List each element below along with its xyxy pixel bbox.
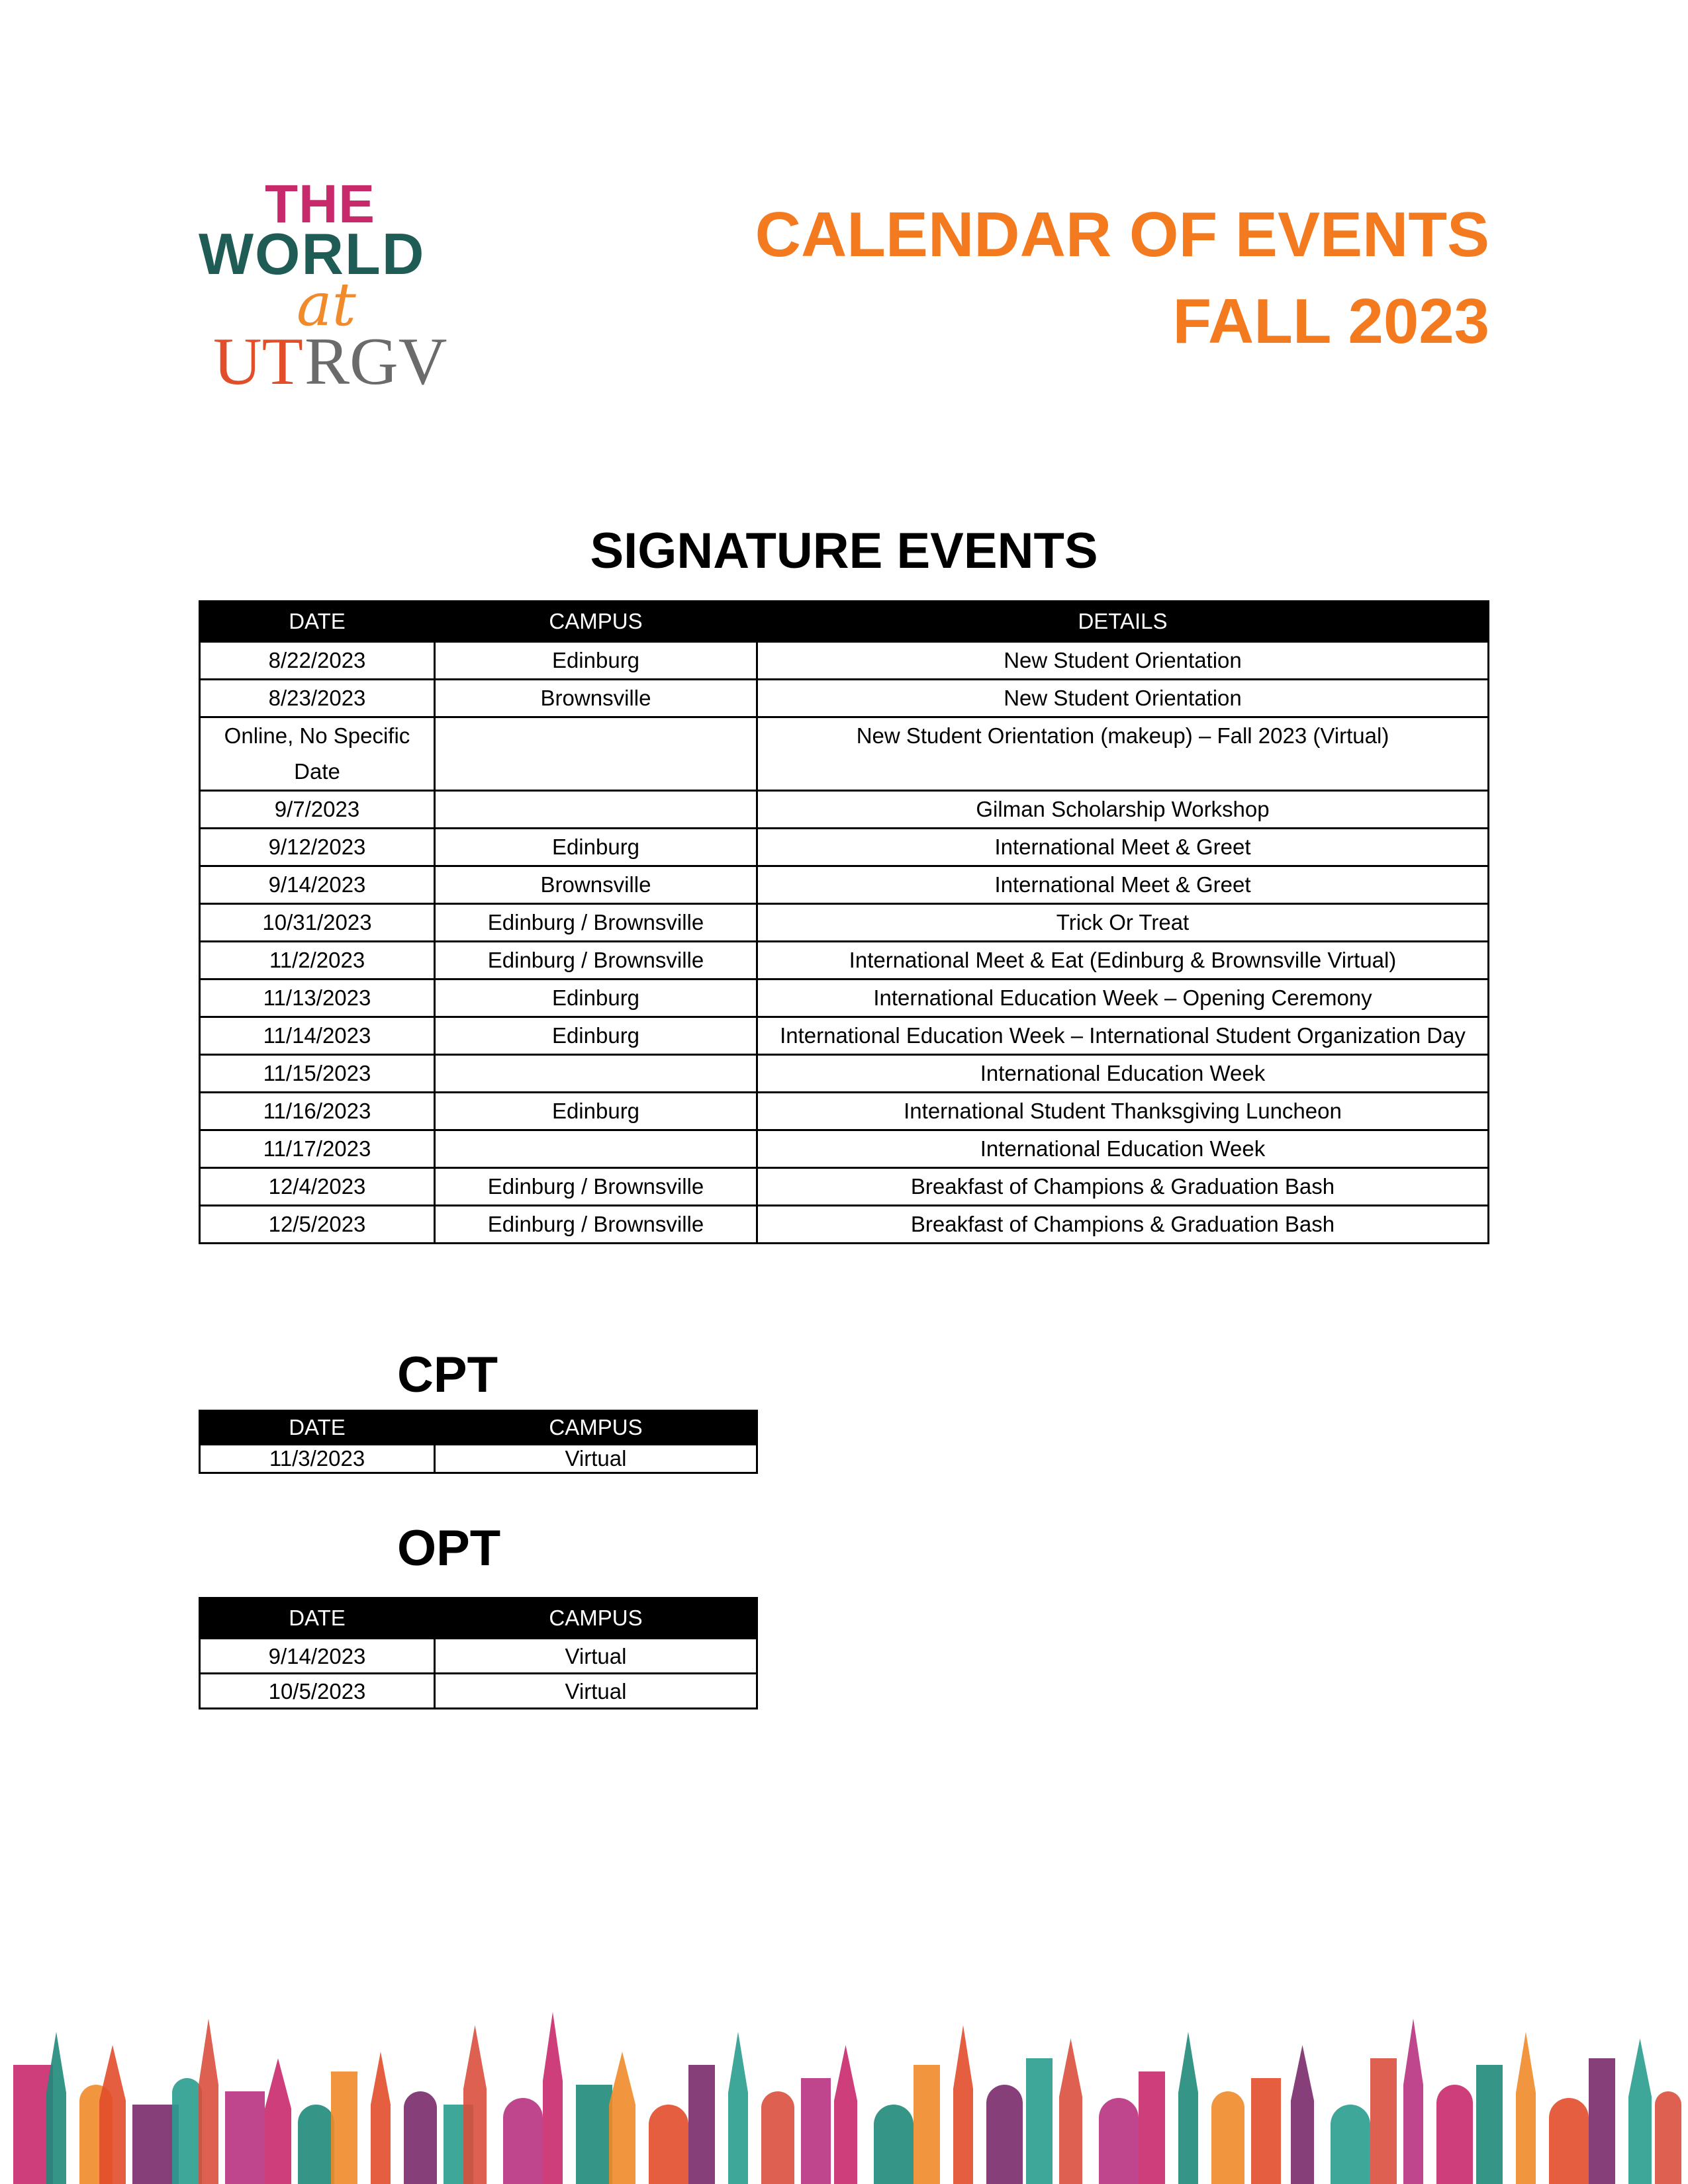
skyline-building <box>1178 2032 1198 2184</box>
table-row <box>200 1674 757 1709</box>
table-header-row <box>200 602 1489 642</box>
column-header-details: DETAILS <box>757 602 1489 642</box>
table-row <box>200 1130 1489 1168</box>
cell-date: 11/15/2023 <box>200 1055 435 1093</box>
signature-events-table <box>199 600 1489 1244</box>
cell-date: 10/5/2023 <box>200 1674 435 1709</box>
cell-details: Trick Or Treat <box>757 904 1489 942</box>
cell-date: 8/23/2023 <box>200 680 435 717</box>
cell-details: Breakfast of Champions & Graduation Bash <box>757 1168 1489 1206</box>
cell-campus <box>435 1130 757 1168</box>
skyline-building <box>1403 2019 1423 2184</box>
cpt-heading: CPT <box>397 1347 498 1403</box>
cell-details: International Education Week – International Student Organization Day <box>757 1017 1489 1055</box>
cell-date: 12/5/2023 <box>200 1206 435 1244</box>
column-header-date: DATE <box>200 1598 435 1639</box>
cell-date: 11/16/2023 <box>200 1093 435 1130</box>
cell-date: 9/7/2023 <box>200 791 435 829</box>
table-row <box>200 642 1489 680</box>
cell-details: New Student Orientation <box>757 680 1489 717</box>
table-row <box>200 1639 757 1674</box>
cell-campus: Edinburg / Brownsville <box>435 904 757 942</box>
cell-details: Gilman Scholarship Workshop <box>757 791 1489 829</box>
skyline-building <box>265 2058 291 2184</box>
skyline-building <box>1026 2058 1053 2184</box>
skyline-building <box>404 2091 437 2184</box>
cell-date: 11/14/2023 <box>200 1017 435 1055</box>
skyline-building <box>761 2091 794 2184</box>
cell-details: International Meet & Eat (Edinburg & Brownsville Virtual) <box>757 942 1489 979</box>
skyline-building <box>1628 2038 1652 2184</box>
skyline-building <box>953 2025 973 2184</box>
skyline-building <box>1331 2105 1370 2184</box>
table-row <box>200 1055 1489 1093</box>
table-header-row <box>200 1598 757 1639</box>
cell-date: 11/17/2023 <box>200 1130 435 1168</box>
skyline-building <box>914 2065 940 2184</box>
skyline-building <box>463 2025 487 2184</box>
skyline-building <box>1099 2098 1139 2184</box>
cell-campus: Edinburg <box>435 1017 757 1055</box>
logo-text-world: WORLD <box>199 221 426 287</box>
cell-campus <box>435 1055 757 1093</box>
skyline-building <box>99 2045 126 2184</box>
skyline-building <box>225 2091 265 2184</box>
skyline-building <box>1655 2091 1681 2184</box>
cell-details: International Education Week <box>757 1130 1489 1168</box>
skyline-building <box>132 2105 179 2184</box>
skyline-building <box>199 2019 218 2184</box>
table-header-row <box>200 1411 757 1445</box>
table-row <box>200 866 1489 904</box>
skyline-building <box>543 2012 563 2184</box>
cell-campus: Virtual <box>435 1674 757 1709</box>
column-header-campus: CAMPUS <box>435 1411 757 1445</box>
cell-campus: Edinburg / Brownsville <box>435 942 757 979</box>
skyline-building <box>1589 2058 1615 2184</box>
cell-date: 12/4/2023 <box>200 1168 435 1206</box>
logo-text-rgv: RGV <box>305 324 447 399</box>
table-row <box>200 979 1489 1017</box>
table-row <box>200 1093 1489 1130</box>
skyline-building <box>874 2105 914 2184</box>
logo-text-the: THE <box>265 174 375 234</box>
cpt-table <box>199 1410 758 1474</box>
skyline-building <box>1549 2098 1589 2184</box>
cell-campus: Brownsville <box>435 866 757 904</box>
skyline-building <box>1291 2045 1314 2184</box>
table-row <box>200 1445 757 1473</box>
cell-campus: Brownsville <box>435 680 757 717</box>
skyline-building <box>649 2105 688 2184</box>
title-line-1: CALENDAR OF EVENTS <box>755 199 1489 270</box>
signature-events-heading: SIGNATURE EVENTS <box>590 523 1098 579</box>
cell-campus: Edinburg <box>435 979 757 1017</box>
column-header-campus: CAMPUS <box>435 602 757 642</box>
table-row <box>200 829 1489 866</box>
cell-campus: Edinburg / Brownsville <box>435 1206 757 1244</box>
skyline-building <box>688 2065 715 2184</box>
skyline-building <box>1436 2085 1473 2184</box>
skyline-building <box>371 2052 391 2184</box>
cell-details: International Education Week <box>757 1055 1489 1093</box>
column-header-date: DATE <box>200 1411 435 1445</box>
skyline-building <box>576 2085 612 2184</box>
skyline-building <box>834 2045 857 2184</box>
utrgv-logo <box>199 174 457 402</box>
cell-date: 9/14/2023 <box>200 1639 435 1674</box>
skyline-decoration <box>0 2005 1688 2184</box>
cell-date: 9/12/2023 <box>200 829 435 866</box>
skyline-building <box>46 2032 66 2184</box>
column-header-date: DATE <box>200 602 435 642</box>
cell-date: 8/22/2023 <box>200 642 435 680</box>
cell-date: Online, No Specific Date <box>200 717 435 791</box>
skyline-building <box>1059 2038 1082 2184</box>
cell-campus: Virtual <box>435 1639 757 1674</box>
skyline-building <box>728 2032 748 2184</box>
skyline-building <box>1516 2032 1536 2184</box>
skyline-building <box>1211 2091 1244 2184</box>
cell-campus <box>435 791 757 829</box>
skyline-building <box>609 2052 635 2184</box>
skyline-building <box>1370 2058 1397 2184</box>
cell-details: New Student Orientation (makeup) – Fall 2023 (Virtual) <box>757 717 1489 791</box>
cell-details: International Meet & Greet <box>757 829 1489 866</box>
skyline-building <box>801 2078 831 2184</box>
table-row <box>200 1206 1489 1244</box>
skyline-building <box>1251 2078 1281 2184</box>
opt-table <box>199 1597 758 1709</box>
title-line-2: FALL 2023 <box>1172 285 1489 357</box>
cell-details: New Student Orientation <box>757 642 1489 680</box>
cell-details: International Education Week – Opening Ceremony <box>757 979 1489 1017</box>
skyline-building <box>1476 2065 1503 2184</box>
cell-date: 11/13/2023 <box>200 979 435 1017</box>
cell-campus: Edinburg <box>435 642 757 680</box>
table-row <box>200 680 1489 717</box>
skyline-building <box>298 2105 334 2184</box>
logo-text-ut: UT <box>213 324 303 399</box>
table-row <box>200 791 1489 829</box>
table-row <box>200 942 1489 979</box>
skyline-building <box>331 2071 357 2184</box>
cell-campus: Edinburg <box>435 1093 757 1130</box>
opt-heading: OPT <box>397 1520 501 1576</box>
cell-campus: Virtual <box>435 1445 757 1473</box>
table-row <box>200 1017 1489 1055</box>
skyline-building <box>172 2078 202 2184</box>
logo-text-at: at <box>297 270 356 340</box>
cell-date: 10/31/2023 <box>200 904 435 942</box>
skyline-building <box>986 2085 1023 2184</box>
cell-date: 11/3/2023 <box>200 1445 435 1473</box>
cell-campus <box>435 717 757 791</box>
cell-details: International Student Thanksgiving Luncheon <box>757 1093 1489 1130</box>
table-row <box>200 904 1489 942</box>
cell-details: Breakfast of Champions & Graduation Bash <box>757 1206 1489 1244</box>
column-header-campus: CAMPUS <box>435 1598 757 1639</box>
cell-date: 11/2/2023 <box>200 942 435 979</box>
cell-campus: Edinburg <box>435 829 757 866</box>
skyline-building <box>1139 2071 1165 2184</box>
table-row <box>200 1168 1489 1206</box>
cell-campus: Edinburg / Brownsville <box>435 1168 757 1206</box>
page-title <box>755 192 1489 365</box>
table-row <box>200 717 1489 791</box>
skyline-building <box>503 2098 543 2184</box>
cell-date: 9/14/2023 <box>200 866 435 904</box>
cell-details: International Meet & Greet <box>757 866 1489 904</box>
